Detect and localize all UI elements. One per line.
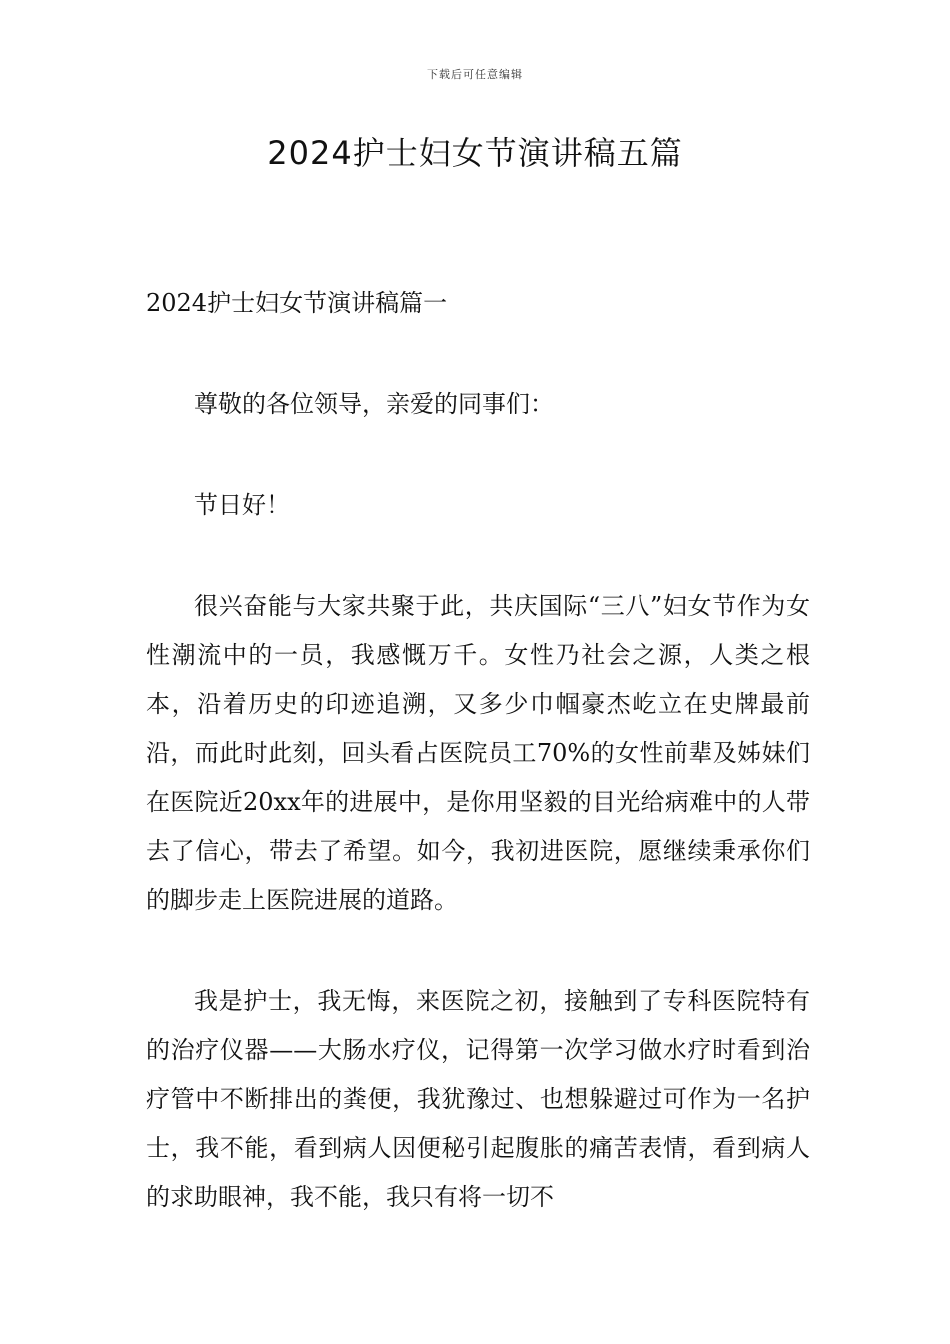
paragraph-intro: 很兴奋能与大家共聚于此，共庆国际“三八”妇女节作为女性潮流中的一员，我感慨万千。女性乃社会之源，人类之根本，沿着历史的印迹追溯，又多少巾帼豪杰屹立在史牌最前沿，而此时此刻，回头看占医院员工70%的女性前辈及姊妹们在医院近20xx年的进展中，是你用坚毅的目光给病难中的人带去了信心，带去了希望。如今，我初进医院，愿继续秉承你们的脚步走上医院进展的道路。: [146, 592, 810, 914]
header-note: 下载后可任意编辑: [427, 68, 523, 81]
document-title: 2024护士妇女节演讲稿五篇: [267, 134, 683, 172]
paragraph-holiday-wish: 节日好！: [194, 491, 290, 519]
paragraph-greeting: 尊敬的各位领导，亲爱的同事们：: [194, 390, 554, 418]
section-heading: 2024护士妇女节演讲稿篇一: [146, 289, 448, 317]
paragraph-nurse-story: 我是护士，我无悔，来医院之初，接触到了专科医院特有的治疗仪器——大肠水疗仪，记得第一次学习做水疗时看到治疗管中不断排出的粪便，我犹豫过、也想躲避过可作为一名护士，我不能，看到病人因便秘引起腹胀的痛苦表情，看到病人的求助眼神，我不能，我只有将一切不: [146, 987, 810, 1211]
document-body: [146, 279, 810, 1274]
